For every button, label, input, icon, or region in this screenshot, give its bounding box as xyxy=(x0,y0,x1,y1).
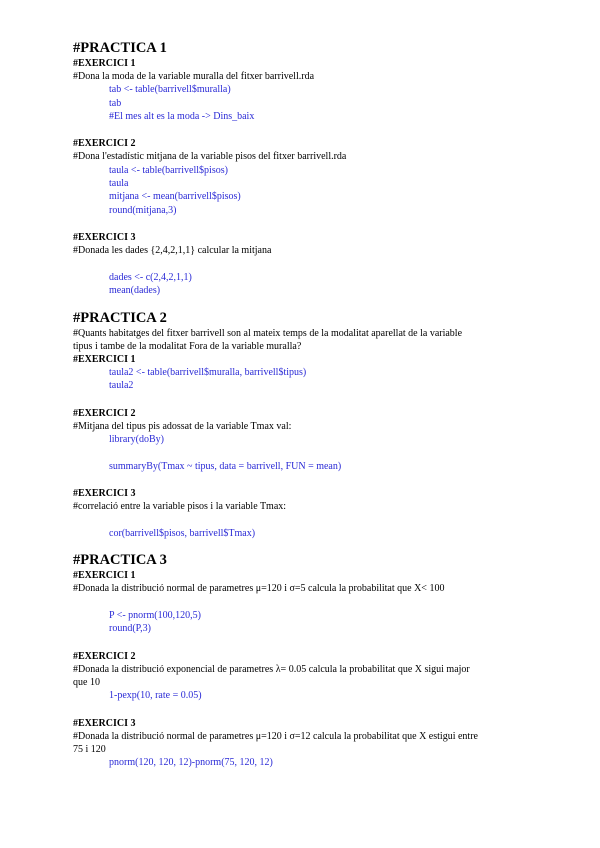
exercise-heading: #EXERCICI 1 xyxy=(73,354,136,366)
exercise-prompt: #Donada la distribució normal de parametres μ=120 i σ=12 calcula la probabilitat que X estigui entre xyxy=(73,730,478,742)
code-line: pnorm(120, 120, 12)-pnorm(75, 120, 12) xyxy=(109,756,273,768)
code-line: taula xyxy=(109,178,129,190)
exercise-prompt: #Donada la distribució normal de parametres μ=120 i σ=5 calcula la probabilitat que X< 100 xyxy=(73,583,445,595)
code-line: round(P,3) xyxy=(109,623,151,635)
code-line: taula <- table(barrivell$pisos) xyxy=(109,164,228,176)
exercise-heading: #EXERCICI 3 xyxy=(73,488,136,500)
code-line: dades <- c(2,4,2,1,1) xyxy=(109,271,192,283)
document-page xyxy=(73,40,543,769)
exercise-prompt-continued: 75 i 120 xyxy=(73,743,106,755)
section-practica-1 xyxy=(73,40,543,298)
section-intro: tipus i tambe de la modalitat Fora de la variable muralla? xyxy=(73,340,302,352)
code-line: summaryBy(Tmax ~ tipus, data = barrivell, FUN = mean) xyxy=(109,460,342,472)
exercise-heading: #EXERCICI 2 xyxy=(73,407,136,419)
code-line: mitjana <- mean(barrivell$pisos) xyxy=(109,191,241,203)
code-line: mean(dades) xyxy=(109,285,161,297)
exercise-heading: #EXERCICI 1 xyxy=(73,58,136,69)
exercise-heading: #EXERCICI 3 xyxy=(73,717,136,729)
code-line: round(mitjana,3) xyxy=(109,204,177,216)
exercise-prompt-continued: que 10 xyxy=(73,676,100,688)
code-line: P <- pnorm(100,120,5) xyxy=(109,609,201,621)
exercise-heading: #EXERCICI 3 xyxy=(73,232,136,244)
code-line: #El mes alt es la moda -> Dins_baix xyxy=(109,111,255,123)
exercise-prompt: #Dona la moda de la variable muralla del fitxer barrivell.rda xyxy=(73,71,315,82)
exercise-prompt: #Dona l'estadístic mitjana de la variable pisos del fitxer barrivell.rda xyxy=(73,151,347,163)
exercise-prompt: #correlació entre la variable pisos i la variable Tmax: xyxy=(73,501,287,513)
exercise-heading: #EXERCICI 2 xyxy=(73,138,136,150)
exercise-prompt: #Donada les dades {2,4,2,1,1} calcular la mitjana xyxy=(73,245,272,257)
code-line: cor(barrivell$pisos, barrivell$Tmax) xyxy=(109,527,256,539)
exercise-prompt: #Mitjana del tipus pis adossat de la variable Tmax val: xyxy=(73,420,292,432)
section-title: #PRACTICA 3 xyxy=(73,552,167,569)
exercise-prompt: #Donada la distribució exponencial de parametres λ= 0.05 calcula la probabilitat que X sigui major xyxy=(73,663,470,675)
section-practica-3 xyxy=(73,552,543,769)
code-line: taula2 <- table(barrivell$muralla, barrivell$tipus) xyxy=(109,367,307,379)
section-practica-2 xyxy=(73,310,543,541)
section-intro: #Quants habitatges del fitxer barrivell son al mateix temps de la modalitat aparellat de la variable xyxy=(73,327,463,339)
code-line: library(doBy) xyxy=(109,434,164,446)
exercise-heading: #EXERCICI 2 xyxy=(73,650,136,662)
section-title: #PRACTICA 2 xyxy=(73,309,167,326)
code-line: tab <- table(barrivell$muralla) xyxy=(109,84,231,96)
code-line: taula2 xyxy=(109,380,134,392)
code-line: 1-pexp(10, rate = 0.05) xyxy=(109,690,202,702)
exercise-heading: #EXERCICI 1 xyxy=(73,570,136,582)
code-line: tab xyxy=(109,97,122,109)
section-title: #PRACTICA 1 xyxy=(73,40,167,56)
